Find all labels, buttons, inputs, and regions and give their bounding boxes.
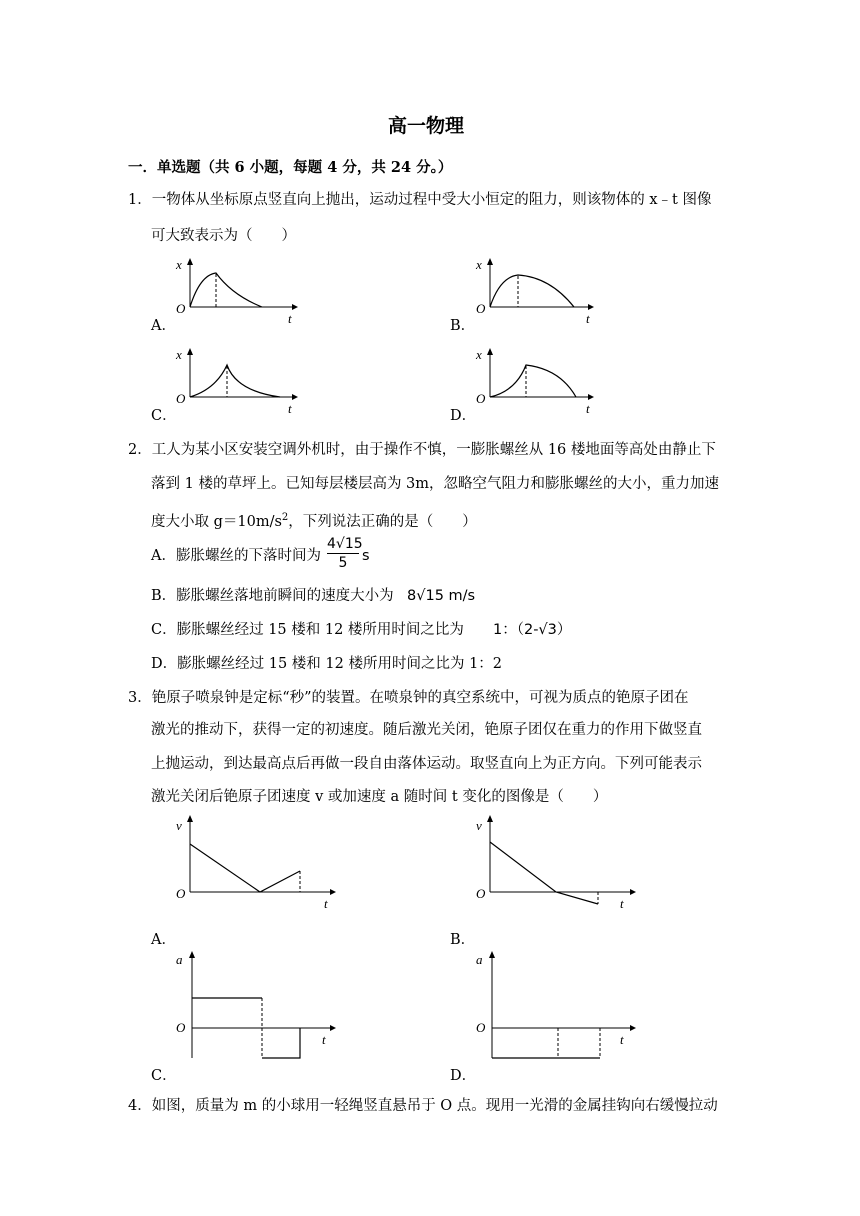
q2-stem-sup: 2	[281, 512, 289, 523]
q2-option-c-value: 1：（2-√3）	[493, 622, 572, 638]
q1-option-d-label: D．	[450, 408, 477, 424]
q1-graph-b	[470, 255, 600, 325]
q1c-axis-x: x	[176, 347, 182, 362]
q1-option-a-label: A．	[151, 318, 176, 334]
q3c-origin: O	[176, 1020, 186, 1035]
q2-option-a-fraction	[327, 535, 363, 572]
q2-stem-line2: 落到 1 楼的草坪上。已知每层楼层高为 3m，忽略空气阻力和膨胀螺丝的大小，重力加速	[151, 476, 720, 492]
q1a-axis-x: x	[176, 257, 182, 272]
q1-graph-c	[170, 345, 300, 415]
page-title: 高一物理	[388, 115, 465, 137]
q3-stem-line2: 激光的推动下，获得一定的初速度。随后激光关闭，铯原子团仅在重力的作用下做竖直	[151, 722, 702, 738]
q3-stem-line4: 激光关闭后铯原子团速度 v 或加速度 a 随时间 t 变化的图像是（ ）	[151, 789, 608, 805]
q1d-origin: O	[476, 391, 486, 406]
q1c-origin: O	[176, 391, 186, 406]
q1-option-c-label: C．	[151, 408, 177, 424]
q1c-axis-t: t	[288, 401, 292, 416]
q2-stem-line1: 2．工人为某小区安装空调外机时，由于操作不慎，一膨胀螺丝从 16 楼地面等高处由静止下	[128, 442, 716, 458]
q3b-axis-t: t	[620, 896, 624, 911]
q2-option-a-unit: s	[362, 548, 370, 564]
q1a-axis-t: t	[288, 311, 292, 326]
q4-stem-line1: 4．如图，质量为 m 的小球用一轻绳竖直悬吊于 O 点。现用一光滑的金属挂钩向右缓慢拉动	[128, 1098, 718, 1114]
q2-option-a: A．膨胀螺丝的下落时间为	[151, 548, 321, 564]
q3c-axis-t: t	[322, 1032, 326, 1047]
q3a-axis-v: v	[176, 818, 182, 833]
q3d-axis-t: t	[620, 1032, 624, 1047]
q3-graph-b	[470, 812, 640, 912]
q3d-origin: O	[476, 1020, 486, 1035]
q2-option-a-num: 4√15	[327, 536, 363, 552]
q1-option-b-label: B．	[450, 318, 476, 334]
q3-option-d-label: D．	[450, 1068, 477, 1084]
q3c-axis-a: a	[176, 952, 183, 967]
q3-graph-a	[170, 812, 340, 912]
q3-option-c-label: C．	[151, 1068, 177, 1084]
q1-graph-a	[170, 255, 300, 325]
q3d-axis-a: a	[476, 952, 483, 967]
q1d-axis-x: x	[476, 347, 482, 362]
q2-option-b: B．膨胀螺丝落地前瞬间的速度大小为	[151, 588, 394, 604]
q3-graph-d	[470, 948, 640, 1068]
q3a-axis-t: t	[324, 896, 328, 911]
q2-stem-line3	[151, 508, 477, 532]
q3b-axis-v: v	[476, 818, 482, 833]
q1d-axis-t: t	[586, 401, 590, 416]
q2-stem-line3b: ，下列说法正确的是（ ）	[288, 514, 477, 530]
q3a-origin: O	[176, 886, 186, 901]
q1b-axis-t: t	[586, 311, 590, 326]
q1b-origin: O	[476, 301, 486, 316]
q3b-origin: O	[476, 886, 486, 901]
q2-option-b-value: 8√15 m/s	[407, 588, 476, 604]
q3-option-a-label: A．	[151, 932, 176, 948]
q3-graph-c	[170, 948, 340, 1068]
q2-option-d: D．膨胀螺丝经过 15 楼和 12 楼所用时间之比为 1：2	[151, 656, 503, 672]
q1b-axis-x: x	[476, 257, 482, 272]
q2-stem-line3a: 度大小取 g＝10m/s	[151, 514, 282, 530]
section-heading: 一．单选题（共 6 小题，每题 4 分，共 24 分。）	[128, 159, 453, 176]
q2-option-a-den: 5	[338, 555, 348, 571]
q1-stem-line2: 可大致表示为（ ）	[151, 228, 296, 244]
q1-graph-d	[470, 345, 600, 415]
q1a-origin: O	[176, 301, 186, 316]
q3-option-b-label: B．	[450, 932, 476, 948]
q3-stem-line3: 上抛运动，到达最高点后再做一段自由落体运动。取竖直向上为正方向。下列可能表示	[151, 756, 702, 772]
q2-option-c: C．膨胀螺丝经过 15 楼和 12 楼所用时间之比为	[151, 622, 464, 638]
q3-stem-line1: 3．铯原子喷泉钟是定标“秒”的装置。在喷泉钟的真空系统中，可视为质点的铯原子团在	[128, 690, 689, 706]
q1-stem-line1: 1．一物体从坐标原点竖直向上抛出，运动过程中受大小恒定的阻力，则该物体的 x﹣t 图像	[128, 192, 712, 208]
